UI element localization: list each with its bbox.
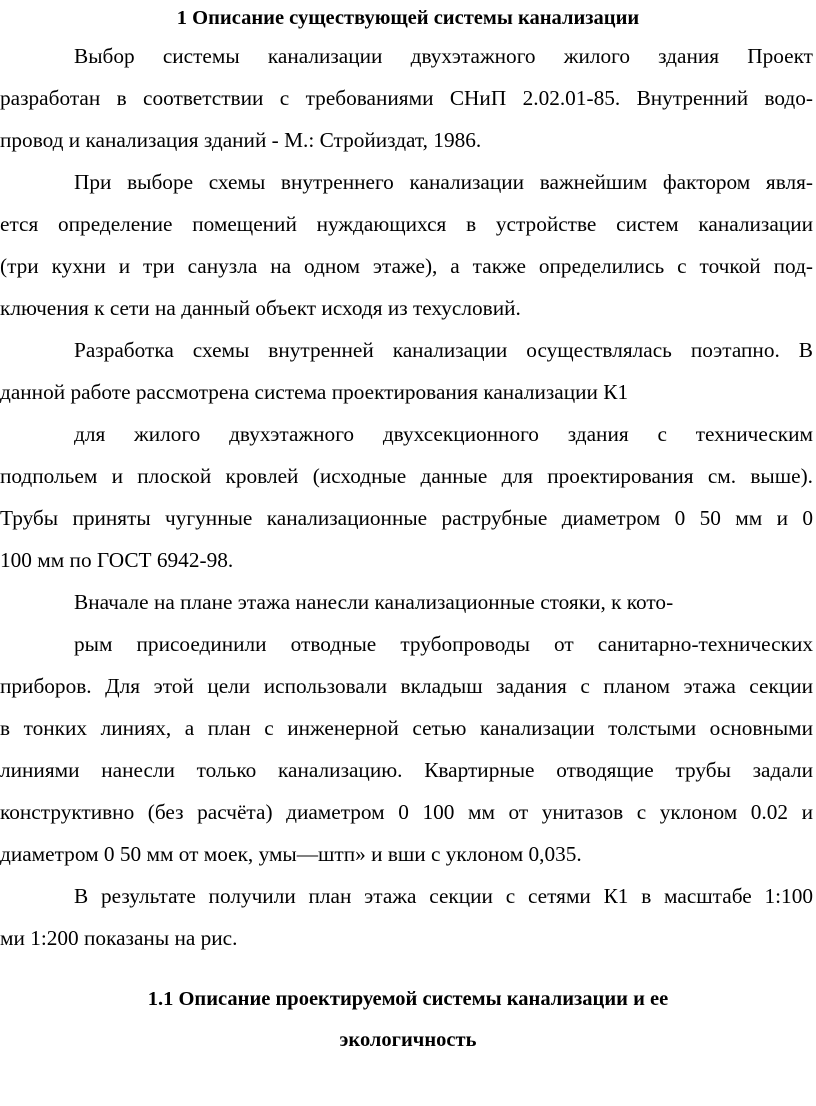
- text-line: рым присоединили отводные трубопроводы от санитарно-технических: [74, 632, 813, 656]
- text-line: ется определение помещений нуждающихся в устройстве систем канализации: [0, 212, 813, 236]
- text-line: Выбор системы канализации двухэтажного жилого здания Проект: [74, 44, 813, 68]
- text-line: в тонких линиях, а план с инженерной сетью канализации толстыми основными: [0, 716, 813, 740]
- text-line: (три кухни и три санузла на одном этаже), а также определились с точкой под-: [0, 254, 813, 278]
- text-line: разработан в соответствии с требованиями СНиП 2.02.01-85. Внутренний водо-: [0, 86, 813, 110]
- text-line: подпольем и плоской кровлей (исходные данные для проектирования см. выше).: [0, 464, 813, 488]
- text-line: данной работе рассмотрена система проектирования канализации К1: [0, 380, 629, 404]
- text-line: приборов. Для этой цели использовали вкладыш задания с планом этажа секции: [0, 674, 813, 698]
- text-line: ми 1:200 показаны на рис.: [0, 926, 238, 950]
- text-line: провод и канализация зданий - М.: Стройиздат, 1986.: [0, 128, 482, 152]
- subsection-heading-continued: экологичность: [339, 1029, 477, 1051]
- text-line: При выборе схемы внутреннего канализации важнейшим фактором явля-: [74, 170, 813, 194]
- subsection-heading: 1.1 Описание проектируемой системы канализации и ее: [147, 988, 669, 1010]
- text-line: Разработка схемы внутренней канализации осуществлялась поэтапно. В: [74, 338, 813, 362]
- text-line: диаметром 0 50 мм от моек, умы—штп» и вши с уклоном 0,035.: [0, 842, 582, 866]
- text-line: Трубы приняты чугунные канализационные раструбные диаметром 0 50 мм и 0: [0, 506, 813, 530]
- text-line: В результате получили план этажа секции с сетями К1 в масштабе 1:100: [74, 884, 813, 908]
- text-line: 100 мм по ГОСТ 6942-98.: [0, 548, 234, 572]
- text-line: Вначале на плане этажа нанесли канализационные стояки, к кото-: [74, 590, 674, 614]
- text-line: для жилого двухэтажного двухсекционного здания с техническим: [74, 422, 813, 446]
- text-line: ключения к сети на данный объект исходя из техусловий.: [0, 296, 521, 320]
- section-heading: 1 Описание существующей системы канализации: [176, 7, 640, 29]
- text-line: конструктивно (без расчёта) диаметром 0 100 мм от унитазов с уклоном 0.02 и: [0, 800, 813, 824]
- text-line: линиями нанесли только канализацию. Квартирные отводящие трубы задали: [0, 758, 813, 782]
